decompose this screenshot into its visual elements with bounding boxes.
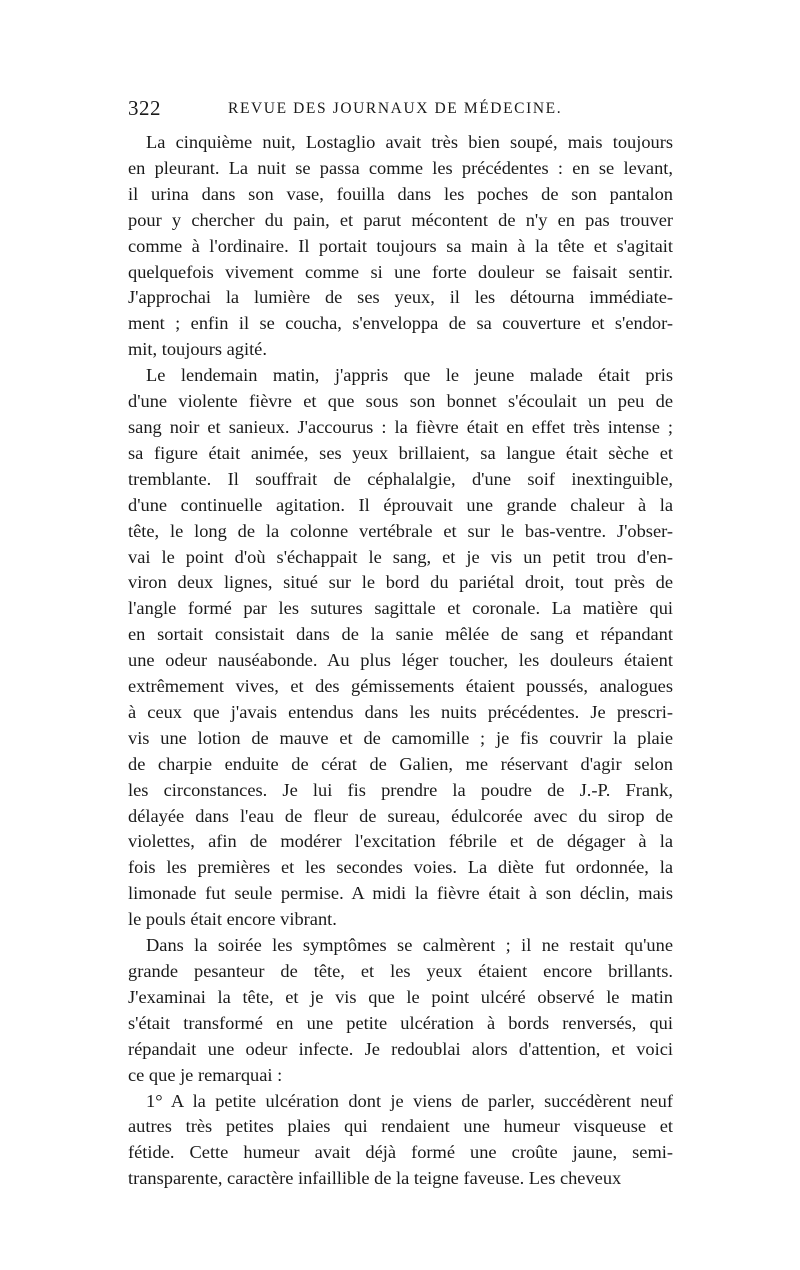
text-line: La cinquième nuit, Lostaglio avait très bien soupé, mais toujours bbox=[146, 132, 673, 152]
text-line: limonade fut seule permise. A midi la fièvre était à son déclin, mais bbox=[128, 883, 673, 904]
text-line: 1° A la petite ulcération dont je viens de parler, succédèrent neuf bbox=[146, 1090, 673, 1111]
text-line: Dans la soirée les symptômes se calmèrent ; il ne restait qu'une bbox=[146, 935, 673, 956]
text-line: J'approchai la lumière de ses yeux, il les détourna immédiate- bbox=[128, 287, 673, 308]
paragraph bbox=[128, 1089, 673, 1193]
running-head bbox=[128, 96, 673, 124]
text-line: autres très petites plaies qui rendaient une humeur visqueuse et bbox=[128, 1116, 673, 1137]
text-line: l'angle formé par les sutures sagittale et coronale. La matière qui bbox=[128, 598, 673, 619]
body-text bbox=[128, 130, 673, 1192]
text-line: extrêmement vives, et des gémissements étaient poussés, analogues bbox=[128, 676, 673, 697]
book-page bbox=[128, 96, 673, 1192]
paragraph bbox=[128, 363, 673, 933]
text-line: ment ; enfin il se coucha, s'enveloppa de sa couverture et s'endor- bbox=[128, 313, 673, 334]
text-line: sa figure était animée, ses yeux brillaient, sa langue était sèche et bbox=[128, 442, 673, 463]
text-line: il urina dans son vase, fouilla dans les poches de son pantalon bbox=[128, 183, 673, 204]
text-line: mit, toujours agité. bbox=[128, 339, 267, 360]
text-line: les circonstances. Je lui fis prendre la poudre de J.-P. Frank, bbox=[128, 779, 673, 800]
text-line: de charpie enduite de cérat de Galien, me réservant d'agir selon bbox=[128, 753, 673, 774]
text-line: tête, le long de la colonne vertébrale et sur le bas-ventre. J'obser- bbox=[128, 520, 673, 541]
page-number: 322 bbox=[128, 96, 161, 120]
text-line: en sortait consistait dans de la sanie mêlée de sang et répandant bbox=[128, 624, 673, 645]
paragraph bbox=[128, 130, 673, 363]
text-line: quelquefois vivement comme si une forte douleur se faisait sentir. bbox=[128, 261, 673, 282]
text-line: fétide. Cette humeur avait déjà formé une croûte jaune, semi- bbox=[128, 1142, 673, 1163]
text-line: répandait une odeur infecte. Je redoublai alors d'attention, et voici bbox=[128, 1038, 673, 1059]
text-line: vai le point d'où s'échappait le sang, et je vis un petit trou d'en- bbox=[128, 546, 673, 567]
text-line: d'une continuelle agitation. Il éprouvait une grande chaleur à la bbox=[128, 494, 673, 515]
text-line: fois les premières et les secondes voies. La diète fut ordonnée, la bbox=[128, 857, 673, 878]
text-line: le pouls était encore vibrant. bbox=[128, 909, 337, 930]
text-line: tremblante. Il souffrait de céphalalgie, d'une soif inextinguible, bbox=[128, 468, 673, 489]
text-line: délayée dans l'eau de fleur de sureau, édulcorée avec du sirop de bbox=[128, 805, 673, 826]
text-line: violettes, afin de modérer l'excitation fébrile et de dégager à la bbox=[128, 831, 673, 852]
text-line: s'était transformé en une petite ulcération à bords renversés, qui bbox=[128, 1012, 673, 1033]
paragraph bbox=[128, 933, 673, 1088]
text-line: grande pesanteur de tête, et les yeux étaient encore brillants. bbox=[128, 961, 673, 981]
text-line: J'examinai la tête, et je vis que le point ulcéré observé le matin bbox=[128, 986, 673, 1007]
text-line: en pleurant. La nuit se passa comme les précédentes : en se levant, bbox=[128, 157, 673, 178]
text-line: ce que je remarquai : bbox=[128, 1064, 283, 1085]
text-line: viron deux lignes, situé sur le bord du pariétal droit, tout près de bbox=[128, 572, 673, 593]
text-line: d'une violente fièvre et que sous son bonnet s'écoulait un peu de bbox=[128, 391, 673, 412]
text-line: transparente, caractère infaillible de la teigne faveuse. Les cheveux bbox=[128, 1168, 622, 1189]
text-line: vis une lotion de mauve et de camomille ; je fis couvrir la plaie bbox=[128, 727, 673, 748]
text-line: Le lendemain matin, j'appris que le jeune malade était pris bbox=[146, 365, 673, 386]
journal-title: REVUE DES JOURNAUX DE MÉDECINE. bbox=[228, 100, 563, 117]
text-line: à ceux que j'avais entendus dans les nuits précédentes. Je prescri- bbox=[128, 701, 673, 722]
text-line: comme à l'ordinaire. Il portait toujours sa main à la tête et s'agitait bbox=[128, 235, 673, 256]
text-line: pour y chercher du pain, et parut mécontent de n'y en pas trouver bbox=[128, 209, 673, 230]
text-line: sang noir et sanieux. J'accourus : la fièvre était en effet très intense ; bbox=[128, 416, 673, 437]
text-line: une odeur nauséabonde. Au plus léger toucher, les douleurs étaient bbox=[128, 650, 673, 671]
